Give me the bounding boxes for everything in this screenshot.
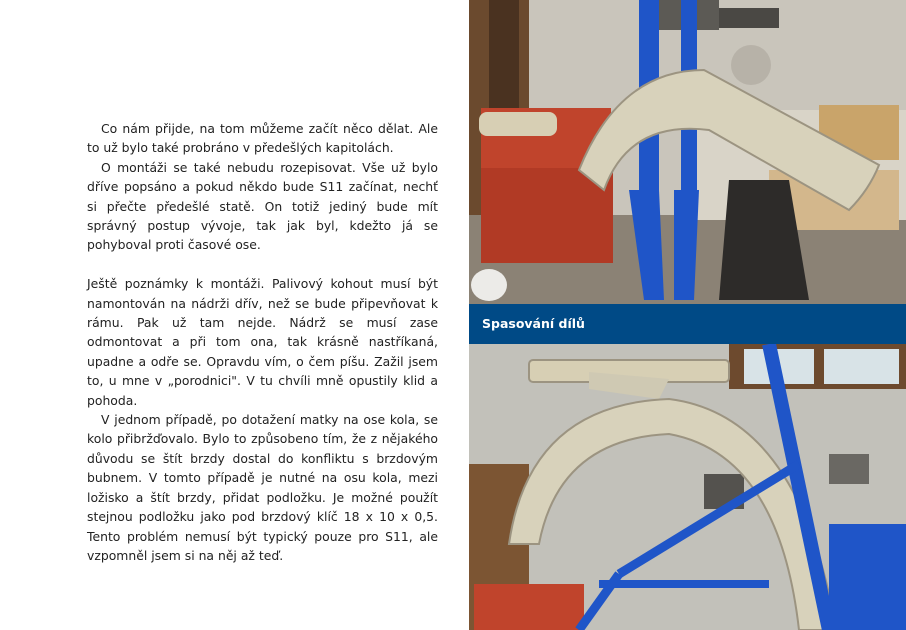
photo-frame-with-fender (469, 344, 906, 630)
paragraph-3: Ještě poznámky k montáži. Palivový kohout musí být namontován na nádrži dřív, než se bude připevňovat k rámu. Pak už tam nejde. Nádrž se musí zase odmontovat a při tom ona, tak krásně nastříkaná, upadne a odře se. Opravdu vím, o čem píšu. Zažil jsem to, u mne v „porodnici". V tu chvíli mně opustily klid a pohoda. (87, 276, 438, 408)
paragraph-1: Co nám přijde, na tom můžeme začít něco dělat. Ale to už bylo také probráno v předešlých kapitolách. (87, 121, 438, 156)
photo-frame-with-fender-image (469, 344, 906, 630)
paragraph-4: V jednom případě, po dotažení matky na ose kola, se kolo přibržďovalo. Bylo to způsobeno tím, že z nějakého důvodu se štít brzdy dostal do konfliktu s brzdovým bubnem. V tomto případě je nutné na osu kola, mezi ložisko a štít brzdy, přidat podložku. Je možné použít stejnou podložku jako pod brzdový klíč 18 x 10 x 0,5. Tento problém nemusí být typický pouze pro S11, ale vzpomněl jsem si na něj až teď. (87, 412, 438, 563)
paragraph-2: O montáži se také nebudu rozepisovat. Vše už bylo dříve popsáno a pokud někdo bude S11 začínat, nechť si přečte předešlé statě. On totiž jediný bude mít správný postup vývoje, tak jak byl, kdežto já se pohyboval proti časové ose. (87, 159, 438, 253)
photo-caption-bar (469, 304, 906, 344)
photo-fork-and-fender (469, 0, 906, 304)
photo-caption: Spasování dílů (482, 316, 585, 331)
article-text (87, 119, 438, 565)
photo-fork-and-fender-image (469, 0, 906, 304)
